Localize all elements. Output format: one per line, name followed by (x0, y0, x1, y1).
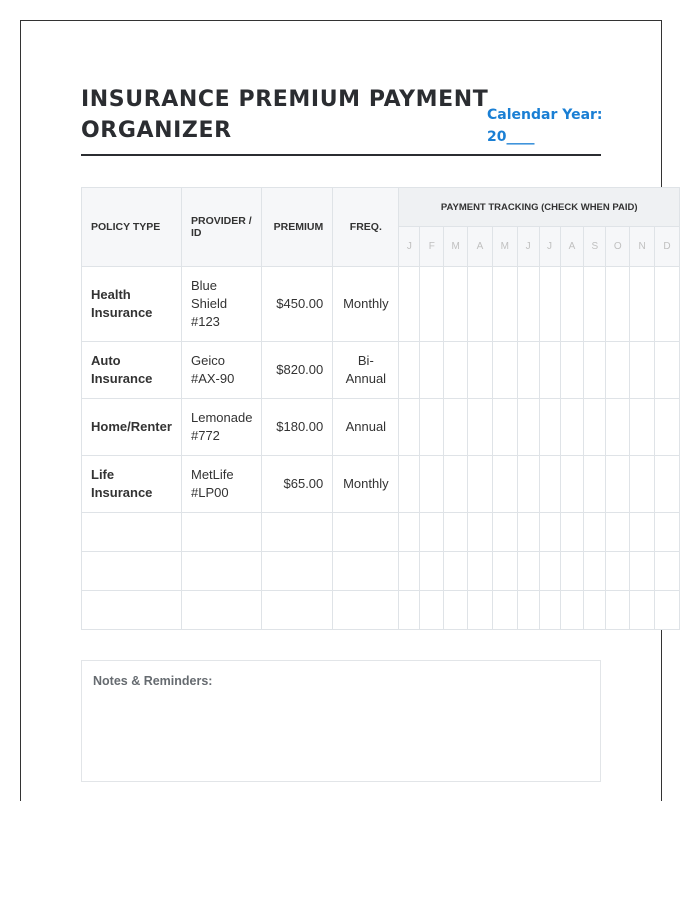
payment-checkbox-cell[interactable] (630, 267, 655, 342)
premium-cell: $180.00 (262, 399, 333, 456)
month-header: A (468, 227, 493, 267)
empty-cell[interactable] (181, 552, 261, 591)
payment-checkbox-cell[interactable] (655, 552, 680, 591)
month-header: J (517, 227, 539, 267)
empty-cell[interactable] (262, 552, 333, 591)
header-policy-type: POLICY TYPE (82, 188, 182, 267)
policy-type-cell: Health Insurance (82, 267, 182, 342)
payment-checkbox-cell[interactable] (399, 591, 420, 630)
payment-checkbox-cell[interactable] (517, 552, 539, 591)
payment-checkbox-cell[interactable] (606, 342, 630, 399)
payment-checkbox-cell[interactable] (444, 513, 468, 552)
empty-table-row (82, 513, 680, 552)
payment-checkbox-cell[interactable] (420, 342, 444, 399)
payment-checkbox-cell[interactable] (517, 342, 539, 399)
payment-checkbox-cell[interactable] (655, 513, 680, 552)
month-header: D (655, 227, 680, 267)
payment-checkbox-cell[interactable] (560, 342, 584, 399)
frequency-cell: Monthly (333, 267, 399, 342)
payment-checkbox-cell[interactable] (420, 591, 444, 630)
frequency-cell: Monthly (333, 456, 399, 513)
policy-type-cell: Auto Insurance (82, 342, 182, 399)
payment-checkbox-cell[interactable] (655, 342, 680, 399)
payment-checkbox-cell[interactable] (606, 267, 630, 342)
empty-table-row (82, 591, 680, 630)
payment-checkbox-cell[interactable] (517, 399, 539, 456)
payment-checkbox-cell[interactable] (492, 552, 517, 591)
payment-checkbox-cell[interactable] (539, 342, 560, 399)
payment-checkbox-cell[interactable] (630, 399, 655, 456)
month-header: J (399, 227, 420, 267)
payment-checkbox-cell[interactable] (630, 591, 655, 630)
payment-checkbox-cell[interactable] (584, 456, 606, 513)
payment-checkbox-cell[interactable] (420, 513, 444, 552)
payment-checkbox-cell[interactable] (517, 513, 539, 552)
month-header: M (444, 227, 468, 267)
payment-checkbox-cell[interactable] (468, 513, 493, 552)
payment-checkbox-cell[interactable] (630, 513, 655, 552)
payment-checkbox-cell[interactable] (606, 591, 630, 630)
payment-checkbox-cell[interactable] (606, 513, 630, 552)
payment-checkbox-cell[interactable] (584, 342, 606, 399)
policy-type-cell: Home/Renter (82, 399, 182, 456)
empty-cell[interactable] (82, 591, 182, 630)
payment-checkbox-cell[interactable] (468, 267, 493, 342)
payment-checkbox-cell[interactable] (420, 267, 444, 342)
month-header: A (560, 227, 584, 267)
payment-checkbox-cell[interactable] (399, 513, 420, 552)
payment-checkbox-cell[interactable] (399, 267, 420, 342)
frequency-cell: Bi- Annual (333, 342, 399, 399)
payment-checkbox-cell[interactable] (444, 267, 468, 342)
payment-checkbox-cell[interactable] (560, 513, 584, 552)
month-header: S (584, 227, 606, 267)
payment-checkbox-cell[interactable] (492, 513, 517, 552)
empty-cell[interactable] (262, 513, 333, 552)
empty-cell[interactable] (333, 552, 399, 591)
payment-checkbox-cell[interactable] (584, 591, 606, 630)
payment-checkbox-cell[interactable] (444, 591, 468, 630)
empty-cell[interactable] (82, 513, 182, 552)
header-freq: FREQ. (333, 188, 399, 267)
table-row (82, 456, 680, 513)
payment-checkbox-cell[interactable] (655, 456, 680, 513)
payment-checkbox-cell[interactable] (468, 342, 493, 399)
payment-checkbox-cell[interactable] (399, 399, 420, 456)
month-header: N (630, 227, 655, 267)
empty-cell[interactable] (333, 513, 399, 552)
payment-checkbox-cell[interactable] (468, 399, 493, 456)
payment-checkbox-cell[interactable] (539, 456, 560, 513)
payment-checkbox-cell[interactable] (539, 399, 560, 456)
title-divider (81, 154, 601, 156)
notes-label: Notes & Reminders: (93, 674, 213, 688)
payment-checkbox-cell[interactable] (539, 552, 560, 591)
payment-checkbox-cell[interactable] (444, 399, 468, 456)
notes-box[interactable] (81, 660, 601, 782)
payment-checkbox-cell[interactable] (584, 399, 606, 456)
payment-checkbox-cell[interactable] (655, 591, 680, 630)
payment-checkbox-cell[interactable] (517, 591, 539, 630)
empty-cell[interactable] (262, 591, 333, 630)
empty-cell[interactable] (181, 513, 261, 552)
header-payment-tracking: PAYMENT TRACKING (CHECK WHEN PAID) (399, 188, 680, 227)
payment-checkbox-cell[interactable] (630, 456, 655, 513)
calendar-year: Calendar Year: 20____ (487, 107, 603, 145)
payment-checkbox-cell[interactable] (444, 552, 468, 591)
payment-checkbox-cell[interactable] (630, 342, 655, 399)
payment-checkbox-cell[interactable] (399, 342, 420, 399)
payment-checkbox-cell[interactable] (606, 456, 630, 513)
payment-checkbox-cell[interactable] (399, 456, 420, 513)
payment-checkbox-cell[interactable] (517, 267, 539, 342)
payment-checkbox-cell[interactable] (539, 267, 560, 342)
month-header: F (420, 227, 444, 267)
payment-checkbox-cell[interactable] (539, 513, 560, 552)
premium-cell: $820.00 (262, 342, 333, 399)
payment-checkbox-cell[interactable] (468, 591, 493, 630)
month-header: M (492, 227, 517, 267)
payment-checkbox-cell[interactable] (584, 267, 606, 342)
payment-checkbox-cell[interactable] (420, 456, 444, 513)
payment-checkbox-cell[interactable] (606, 399, 630, 456)
payment-checkbox-cell[interactable] (420, 399, 444, 456)
provider-cell: Lemonade #772 (181, 399, 261, 456)
empty-table-row (82, 552, 680, 591)
page-title: INSURANCE PREMIUM PAYMENT ORGANIZER (81, 87, 489, 143)
month-header: O (606, 227, 630, 267)
payment-checkbox-cell[interactable] (560, 552, 584, 591)
table-row (82, 267, 680, 342)
payment-checkbox-cell[interactable] (420, 552, 444, 591)
payment-checkbox-cell[interactable] (468, 552, 493, 591)
payment-checkbox-cell[interactable] (517, 456, 539, 513)
premium-cell: $65.00 (262, 456, 333, 513)
payment-checkbox-cell[interactable] (584, 552, 606, 591)
table-row (82, 342, 680, 399)
provider-cell: Geico #AX-90 (181, 342, 261, 399)
payment-checkbox-cell[interactable] (492, 399, 517, 456)
empty-cell[interactable] (82, 552, 182, 591)
month-header: J (539, 227, 560, 267)
premium-cell: $450.00 (262, 267, 333, 342)
payment-checkbox-cell[interactable] (399, 552, 420, 591)
header-provider: PROVIDER / ID (181, 188, 261, 267)
payment-checkbox-cell[interactable] (560, 399, 584, 456)
payment-checkbox-cell[interactable] (492, 456, 517, 513)
payment-checkbox-cell[interactable] (492, 342, 517, 399)
policy-type-cell: Life Insurance (82, 456, 182, 513)
payment-checkbox-cell[interactable] (584, 513, 606, 552)
frequency-cell: Annual (333, 399, 399, 456)
payment-checkbox-cell[interactable] (444, 342, 468, 399)
payment-checkbox-cell[interactable] (560, 456, 584, 513)
provider-cell: MetLife #LP00 (181, 456, 261, 513)
payment-checkbox-cell[interactable] (560, 591, 584, 630)
payment-checkbox-cell[interactable] (492, 591, 517, 630)
header-premium: PREMIUM (262, 188, 333, 267)
empty-cell[interactable] (333, 591, 399, 630)
payment-checkbox-cell[interactable] (560, 267, 584, 342)
provider-cell: Blue Shield #123 (181, 267, 261, 342)
payment-checkbox-cell[interactable] (606, 552, 630, 591)
payment-checkbox-cell[interactable] (492, 267, 517, 342)
payment-checkbox-cell[interactable] (655, 267, 680, 342)
payment-checkbox-cell[interactable] (468, 456, 493, 513)
empty-cell[interactable] (181, 591, 261, 630)
payment-checkbox-cell[interactable] (630, 552, 655, 591)
payment-checkbox-cell[interactable] (444, 456, 468, 513)
payment-checkbox-cell[interactable] (655, 399, 680, 456)
table-row (82, 399, 680, 456)
premium-table (81, 187, 680, 630)
payment-checkbox-cell[interactable] (539, 591, 560, 630)
